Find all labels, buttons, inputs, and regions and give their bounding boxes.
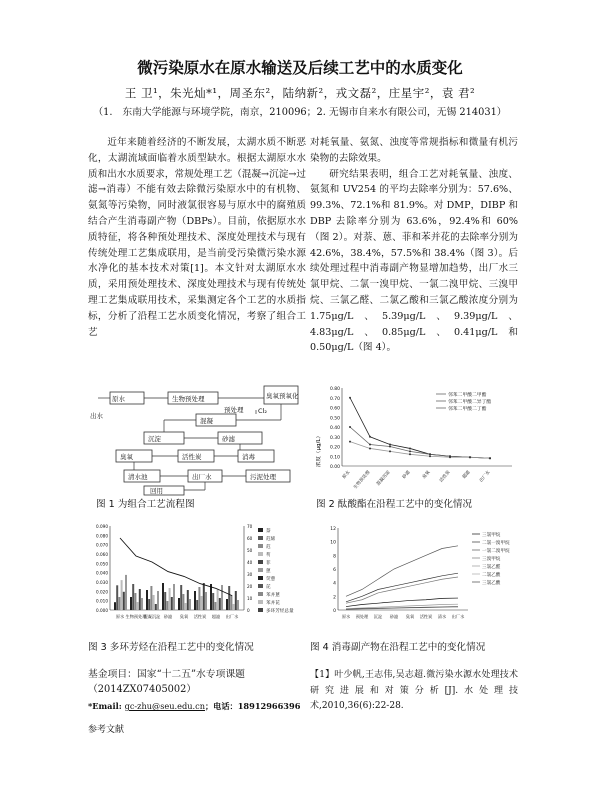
fig1-box-bio-pre: 生物预处理: [172, 395, 205, 403]
fig1-box-ozone-pre: 臭氧预氧化: [266, 392, 299, 400]
fig2-point: [369, 436, 371, 438]
body-column-left: [88, 135, 306, 370]
fig3-legend-label: 芘: [266, 585, 271, 590]
fig3-legend-swatch: [258, 528, 263, 532]
fig1-box-bac: 活性炭: [182, 453, 202, 461]
fig4-legend-label: 一氯二溴甲烷: [482, 549, 510, 554]
fig3-legend-label: 苯并芘: [266, 601, 280, 606]
references-heading: 参考文献: [88, 725, 125, 735]
fig3-bar: [123, 592, 125, 610]
fig2-point: [429, 455, 431, 457]
fig1-box-disinfect: 消毒: [242, 453, 255, 461]
figure-4-caption: 图 4 消毒副产物在沿程工艺中的变化情况: [310, 642, 486, 653]
fig3-bar: [146, 590, 148, 610]
fig3-bar: [194, 591, 196, 610]
fig3-legend-label: 菲: [266, 561, 271, 566]
fig1-box-sed: 沉淀: [148, 435, 161, 443]
fig3-ytick: 0.080: [96, 533, 108, 539]
fig4-legend-label: 二氯乙酸: [482, 573, 501, 578]
fig1-box-ozone: 臭氧: [120, 453, 133, 461]
fig3-xtick: 超滤: [211, 614, 221, 619]
fig3-legend-label: 多环芳烃总量: [266, 609, 294, 614]
fig3-bar: [169, 588, 171, 610]
fig3-y2tick: 60: [247, 536, 253, 541]
fig3-xtick: 砂滤: [163, 614, 173, 619]
fig3-bar: [219, 598, 221, 610]
fig3-bar: [137, 602, 139, 610]
fig3-bar: [214, 602, 216, 610]
funding-line-2: （2014ZX07405002）: [88, 684, 197, 695]
fig3-bar: [221, 585, 223, 610]
fig4-series-line: [346, 577, 458, 603]
fig3-bar: [118, 597, 120, 610]
fig3-legend-label: 蒽: [266, 569, 271, 574]
fig3-bar: [132, 584, 134, 610]
fig2-ytick: 0.40: [329, 426, 340, 431]
fig3-bar: [162, 583, 164, 610]
fig4-ytick: 0: [333, 609, 336, 614]
fig2-ytick: 0.50: [329, 416, 340, 422]
fig3-xtick: 活性炭: [193, 614, 207, 619]
fig1-label-cl2: Cl₂: [258, 407, 267, 415]
fig3-bar: [182, 594, 184, 610]
author-list: 王 卫¹，朱光灿*¹，周圣东²，陆纳新²，戎文磊²，庄星宇²，袁 君²: [124, 86, 476, 100]
fig2-ytick: 0.00: [329, 465, 340, 470]
fig1-label-side: 出水: [90, 412, 103, 420]
fig3-bar: [121, 580, 123, 610]
contact-line: [88, 701, 318, 712]
fig4-legend-label: 三氯乙醛: [482, 565, 501, 570]
fig2-xtick: 超滤: [461, 470, 472, 481]
results-paragraph: 研究结果表明，组合工艺对耗氧量、浊度、氨氮和 UV254 的平均去除率分别为：57.6%、99.3%、72.1%和 81.9%。对 DMP，DIBP 和 DBP 去除率分别为 63.6%，92.4%和 60%（图 2）。对萘、蒽、菲和苯并花的去除率分别为 42.6%，38.4%，57.5%和 38.4%（图 3）。后续处理过程中消毒副产物显增加趋势，出厂水三氯甲烷、二氯一溴甲烷、一氯二溴甲烷、三溴甲烷、三氯乙醛、二氯乙酸和三氯乙酸浓度分别为 1.75μg/L 、5.39μg/L 、9.39μg/L 、4.83μg/L 、0.85μg/L 、0.41μg/L 和 0.50μg/L（图 4）。: [310, 168, 518, 354]
fig3-bar: [171, 597, 173, 610]
fig3-legend-swatch: [258, 568, 263, 572]
fig3-xtick: 出厂水: [225, 614, 239, 619]
fig3-bar: [150, 586, 152, 610]
fig2-ytick: 0.20: [329, 445, 340, 451]
fig3-bar: [205, 592, 207, 610]
fig3-legend-swatch: [258, 560, 263, 564]
fig3-ytick: 0.010: [96, 598, 108, 604]
reference-1: 【1】叶少帆,王志伟,吴志超.微污染水源水处理技术研究进展和对策分析[J].水处理技术,2010,36(6):22-28.: [310, 670, 518, 711]
fig3-ytick: 0.050: [96, 561, 108, 567]
fig3-bar: [212, 593, 214, 610]
phone-number: ；电话：18912966396: [204, 701, 301, 711]
fig3-bar: [125, 575, 127, 610]
fig2-series-line: [350, 442, 490, 459]
fig3-y2tick: 40: [247, 560, 253, 565]
fig2-xtick: 活性炭: [439, 470, 452, 484]
fig3-bar: [157, 591, 159, 610]
fig3-bar: [153, 595, 155, 610]
fig2-ytick: 0.70: [329, 396, 340, 402]
email-link[interactable]: gc-zhu@seu.edu.cn: [124, 701, 205, 711]
fig3-legend-label: 苊烯: [266, 537, 276, 542]
fig4-xtick: 出厂水: [451, 614, 465, 619]
fig1-box-source: 原水: [112, 395, 125, 403]
fig2-legend-label: 邻苯二甲酸二异丁酯: [448, 400, 492, 405]
fig2-point: [349, 441, 351, 443]
fig4-legend-label: 二氯一溴甲烷: [482, 541, 510, 546]
fig2-point: [449, 456, 451, 458]
affiliation: （1. 东南大学能源与环境学院，南京，210096；2. 无锡市自来水有限公司，无锡 214031）: [93, 107, 507, 118]
fig2-xtick: 砂滤: [401, 470, 412, 481]
fig3-legend-swatch: [258, 544, 263, 548]
fig2-point: [489, 457, 491, 459]
fig4-xtick: 预处理: [355, 614, 369, 619]
fig4-xtick: 沉淀: [373, 614, 383, 619]
fig4-ytick: 4: [333, 581, 336, 587]
fig4-xtick: 活性炭: [419, 614, 433, 619]
figure-1-flowchart: [88, 384, 310, 496]
fig2-ytick: 0.10: [329, 455, 340, 461]
fig3-bar: [201, 596, 203, 610]
fig2-legend-label: 邻苯二甲酸二甲酯: [448, 393, 487, 398]
fig3-y2tick: 0: [247, 608, 250, 613]
fig2-point: [409, 453, 411, 455]
fig1-box-clear: 清水池: [128, 473, 148, 481]
fig3-bar: [198, 587, 200, 610]
fig3-bar: [228, 586, 230, 610]
figure-2-chart: [316, 382, 520, 494]
fig3-legend-swatch: [258, 600, 263, 604]
fig4-xtick: 原水: [341, 614, 351, 619]
fig3-legend-swatch: [258, 552, 263, 556]
fig3-legend-swatch: [258, 592, 263, 596]
fig4-legend-label: 三溴甲烷: [482, 557, 501, 562]
fig3-bar: [187, 590, 189, 610]
fig3-legend-swatch: [258, 536, 263, 540]
fig3-xtick: 臭氧: [179, 614, 189, 619]
fig2-ylabel: 浓度（μg/L）: [316, 433, 322, 467]
fig3-y2tick: 30: [247, 572, 253, 577]
fig3-bar: [178, 598, 180, 610]
fig1-box-filter: 砂滤: [222, 435, 235, 443]
intro-paragraph: 近年来随着经济的不断发展，太湖水质不断恶化，太湖流域面临着水质型缺水。根据太湖原水水质和出水水质要求，常规处理工艺（混凝→沉淀→过滤→消毒）不能有效去除微污染原水中的有机物、氨氮等污染物，同时液氯很容易与原水中的腐殖质结合产生消毒副产物（DBPs）。目前，依据原水水质特征，将各种预处理技术、深度处理技术与现有传统处理工艺集成联用，是当前受污染微污染水源水净化的基本技术对策[1]。本文针对太湖原水水质，采用预处理技术、深度处理技术与现有传统处理工艺集成联用技术，采集测定各个工艺的水质指标，分析了沿程工艺水质变化情况，考察了组合工艺: [88, 137, 306, 338]
funding-note: [88, 667, 318, 697]
fig2-point: [389, 444, 391, 446]
email-label: *Email:: [88, 701, 125, 711]
fig3-bar: [141, 598, 143, 610]
fig2-point: [429, 453, 431, 455]
fig3-legend-label: 荧蒽: [266, 577, 276, 582]
fig3-bar: [180, 585, 182, 610]
figure-3-chart: [88, 520, 310, 632]
fig2-xtick: 原水: [341, 470, 352, 481]
fig3-bar: [196, 600, 198, 610]
fig4-legend-label: 三氯乙酸: [482, 581, 501, 586]
fig2-ytick: 0.30: [329, 435, 340, 441]
fig4-ytick: 10: [330, 540, 336, 546]
fig4-ytick: 6: [333, 568, 336, 573]
fig3-y2tick: 20: [247, 584, 253, 589]
fig4-ytick: 12: [330, 527, 336, 532]
fig3-ytick: 0.070: [96, 542, 108, 548]
fig3-ytick: 0.000: [96, 608, 108, 613]
fig3-legend-swatch: [258, 576, 263, 580]
fig2-point: [409, 447, 411, 449]
fig3-ytick: 0.030: [96, 580, 108, 585]
fig2-point: [469, 456, 471, 458]
fig3-bar: [114, 602, 116, 610]
fig3-bar: [203, 583, 205, 610]
fig4-xtick: 清水: [437, 614, 447, 619]
fig2-point: [369, 447, 371, 449]
fig2-xtick: 臭氧: [421, 470, 432, 481]
fig3-y2tick: 70: [247, 524, 253, 529]
fig3-total-line: [120, 538, 232, 596]
fig2-point: [349, 397, 351, 399]
figure-2-caption: 图 2 酞酸酯在沿程工艺中的变化情况: [316, 499, 473, 510]
fig3-xtick: 生物预处理: [125, 614, 147, 619]
fig3-bar: [173, 584, 175, 610]
fig4-xtick: 砂滤: [389, 614, 399, 619]
fig3-bar: [116, 585, 118, 610]
fig3-bar: [139, 589, 141, 610]
fig3-bar: [237, 600, 239, 610]
fig2-ytick: 0.60: [329, 406, 340, 412]
fig3-bar: [155, 604, 157, 610]
fig3-bar: [230, 595, 232, 610]
fig3-bar: [189, 599, 191, 610]
figure-4-chart: [316, 522, 520, 632]
fig3-bar: [185, 603, 187, 610]
fig3-legend-label: 萘: [266, 529, 271, 534]
fig3-bar: [210, 584, 212, 610]
fig2-xtick: 混凝沉淀: [376, 470, 392, 488]
fig2-xtick: 生物预处理: [353, 470, 372, 491]
fig4-legend-label: 三氯甲烷: [482, 533, 501, 538]
fig2-point: [349, 426, 351, 428]
fig3-xtick: 混凝沉淀: [143, 614, 161, 619]
intro-continued: 对耗氧量、氨氮、浊度等常规指标和微量有机污染物的去除效果。: [310, 137, 518, 164]
fig3-bar: [233, 604, 235, 610]
fig4-xtick: 臭氧: [405, 614, 415, 619]
fig3-bar: [235, 591, 237, 610]
figure-1-caption: 图 1 为组合工艺流程图: [96, 499, 195, 510]
fig3-ytick: 0.020: [96, 589, 108, 595]
fig3-ytick: 0.060: [96, 552, 108, 557]
fig2-series-line: [350, 427, 490, 458]
fig3-y2tick: 10: [247, 596, 253, 601]
fig4-series-line: [346, 546, 458, 596]
fig4-ytick: 2: [333, 595, 336, 601]
fig2-legend-label: 邻苯二甲酸二丁酯: [448, 407, 487, 412]
fig3-legend-label: 苊: [266, 545, 271, 550]
fig1-box-coag: 混凝: [200, 417, 213, 425]
fig3-bar: [134, 593, 136, 610]
fig3-bar: [166, 601, 168, 610]
paper-title: 微污染原水在原水输送及后续工艺中的水质变化: [137, 59, 463, 77]
fig3-bar: [148, 599, 150, 610]
fig1-box-reuse: 回用: [150, 487, 163, 495]
fig3-ytick: 0.090: [96, 524, 108, 529]
fig3-legend-swatch: [258, 608, 263, 612]
fig2-point: [369, 444, 371, 446]
fig3-legend-swatch: [258, 584, 263, 588]
fig3-ytick: 0.040: [96, 570, 108, 576]
fig2-point: [389, 450, 391, 452]
figure-3-caption: 图 3 多环芳烃在沿程工艺中的变化情况: [88, 642, 254, 653]
fig1-box-sludge: 污泥处理: [250, 473, 276, 481]
fig2-point: [389, 446, 391, 448]
fig2-point: [409, 450, 411, 452]
fig3-legend-label: 苯并蒽: [266, 593, 280, 598]
fig3-legend-label: 芴: [266, 553, 271, 558]
fig3-bar: [130, 597, 132, 610]
fig2-ytick: 0.80: [329, 387, 340, 392]
funding-line-1: 基金项目：国家“十二五”水专项课题: [88, 669, 245, 680]
fig2-xtick: 出厂水: [479, 470, 492, 484]
fig3-bar: [226, 599, 228, 610]
fig4-ytick: 8: [333, 554, 336, 560]
fig1-box-out: 出厂水: [192, 473, 212, 481]
fig3-bar: [217, 589, 219, 610]
body-column-right: [310, 135, 518, 375]
fig3-y2tick: 50: [247, 548, 253, 553]
fig3-xtick: 原水: [115, 614, 125, 619]
fig3-bar: [164, 592, 166, 610]
fig1-box-pre: 预处理: [224, 406, 244, 414]
